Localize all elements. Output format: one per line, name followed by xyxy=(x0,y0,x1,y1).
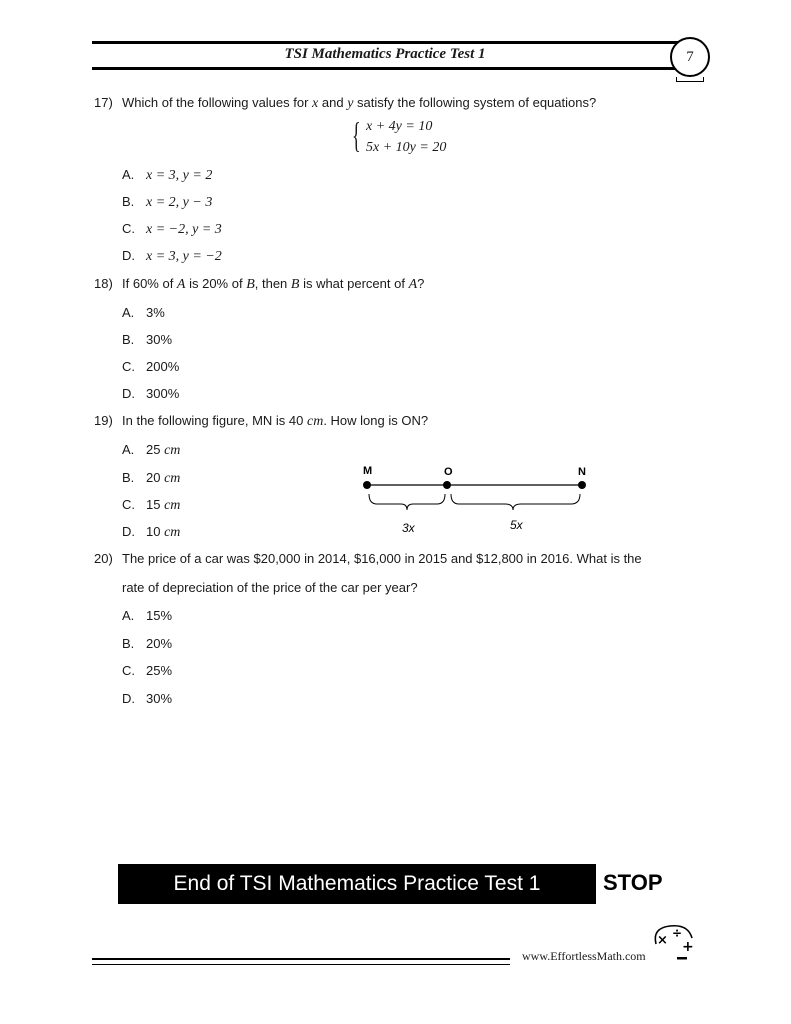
brace-on xyxy=(451,494,580,510)
option-19-b[interactable]: B. 20 cm xyxy=(122,470,181,486)
question-number: 20) xyxy=(94,551,113,566)
end-of-test-banner: End of TSI Mathematics Practice Test 1 xyxy=(118,864,596,904)
question-20-line-2: rate of depreciation of the price of the car per year? xyxy=(122,580,418,595)
option-17-d[interactable]: D. x = 3, y = −2 xyxy=(122,248,222,264)
svg-text:+: + xyxy=(682,939,694,955)
label-o: O xyxy=(444,466,453,478)
question-text-line-1: The price of a car was $20,000 in 2014, $16,000 in 2015 and $12,800 in 2016. What is the xyxy=(122,551,642,566)
question-number: 17) xyxy=(94,95,113,110)
option-20-c[interactable]: C. 25% xyxy=(122,663,173,678)
option-20-b[interactable]: B. 20% xyxy=(122,636,173,651)
brace-symbol: { xyxy=(352,115,361,155)
stop-label: STOP xyxy=(603,870,663,895)
question-18 xyxy=(94,276,424,293)
question-number: 19) xyxy=(94,413,113,428)
label-m: M xyxy=(363,465,373,477)
option-19-c[interactable]: C. 15 cm xyxy=(122,497,181,513)
svg-text:÷: ÷ xyxy=(672,926,683,940)
math-operations-icon xyxy=(648,922,698,964)
label-3x: 3x xyxy=(402,521,415,535)
point-n xyxy=(578,481,586,489)
option-20-d[interactable]: D. 30% xyxy=(122,691,173,706)
segment-figure xyxy=(355,460,595,540)
footer-url: www.EffortlessMath.com xyxy=(522,949,646,963)
svg-text:×: × xyxy=(657,933,668,948)
header-line-top xyxy=(92,41,678,44)
label-5x: 5x xyxy=(510,518,523,532)
question-number: 18) xyxy=(94,276,113,291)
equation-1: x + 4y = 10 xyxy=(366,119,433,134)
page-title: TSI Mathematics Practice Test 1 xyxy=(284,46,486,62)
question-20 xyxy=(94,551,642,566)
option-17-a[interactable]: A. x = 3, y = 2 xyxy=(122,167,213,183)
page-number-stand xyxy=(676,77,704,82)
option-20-a[interactable]: A. 15% xyxy=(122,608,173,623)
page-number: 7 xyxy=(670,37,710,77)
option-19-a[interactable]: A. 25 cm xyxy=(122,442,181,458)
equation-2: 5x + 10y = 20 xyxy=(366,140,447,155)
question-text: Which of the following values for x and y satisfy the following system of equations? xyxy=(122,95,597,111)
label-n: N xyxy=(578,466,586,478)
point-m xyxy=(363,481,371,489)
question-17 xyxy=(94,95,596,112)
header-line-bottom xyxy=(92,67,678,70)
option-17-b[interactable]: B. x = 2, y − 3 xyxy=(122,194,213,210)
question-19 xyxy=(94,413,428,430)
point-o xyxy=(443,481,451,489)
footer-line-bottom xyxy=(92,964,510,965)
option-18-d[interactable]: D. 300% xyxy=(122,386,180,401)
option-18-c[interactable]: C. 200% xyxy=(122,359,180,374)
option-18-a[interactable]: A. 3% xyxy=(122,305,165,320)
brace-mo xyxy=(369,494,445,510)
question-text: In the following figure, MN is 40 cm. How long is ON? xyxy=(122,413,429,429)
footer-line-top xyxy=(92,958,510,960)
option-17-c[interactable]: C. x = −2, y = 3 xyxy=(122,221,222,237)
question-text: If 60% of A is 20% of B, then B is what percent of A? xyxy=(122,276,425,292)
option-19-d[interactable]: D. 10 cm xyxy=(122,524,181,540)
option-18-b[interactable]: B. 30% xyxy=(122,332,173,347)
